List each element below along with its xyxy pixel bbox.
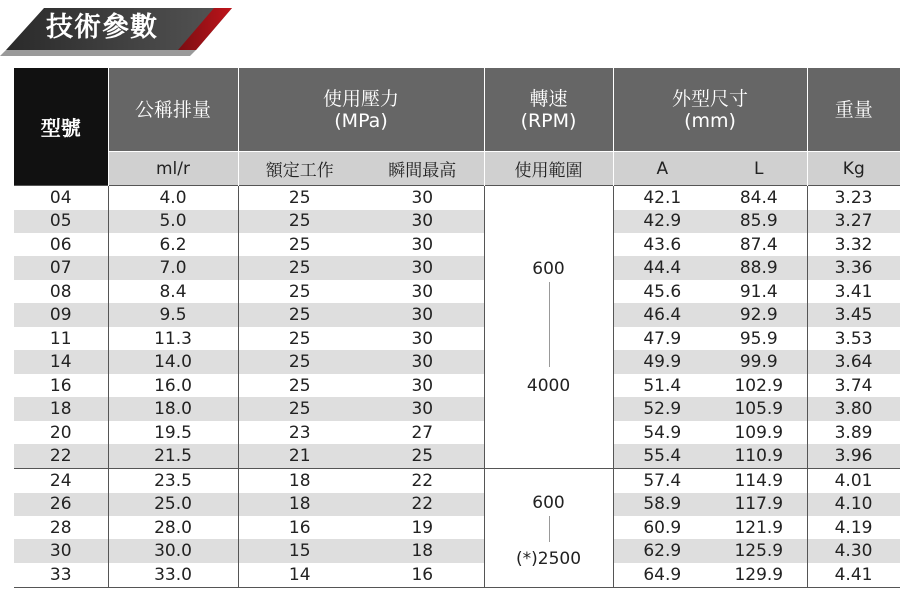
header-model: 型號 (14, 68, 108, 186)
cell-weight: 3.23 (807, 186, 900, 210)
table-row (14, 256, 900, 279)
title-banner (0, 0, 240, 56)
cell-peak: 19 (411, 517, 434, 538)
cell-peak: 30 (411, 281, 434, 302)
cell-rated: 25 (238, 210, 361, 233)
cell-displacement: 30.0 (108, 539, 238, 562)
cell-displacement: 28.0 (108, 516, 238, 539)
table-row (14, 397, 900, 420)
table-row (14, 469, 900, 493)
cell-model: 33 (49, 564, 72, 585)
cell-rated: 16 (238, 516, 361, 539)
cell-peak: 30 (411, 375, 434, 396)
cell-model: 26 (14, 493, 108, 516)
cell-displacement: 16.0 (108, 374, 238, 397)
cell-rated: 25 (238, 186, 361, 210)
cell-rated: 25 (238, 280, 361, 303)
cell-weight: 3.96 (807, 444, 900, 468)
cell-dim-a: 45.6 (613, 280, 711, 303)
spec-table (14, 68, 900, 588)
cell-weight: 3.36 (807, 256, 900, 279)
table-row (14, 303, 900, 326)
cell-peak: 25 (361, 444, 484, 468)
cell-weight: 3.41 (807, 280, 900, 303)
header-pressure (238, 68, 484, 152)
cell-displacement: 23.5 (108, 469, 238, 493)
speed-range-divider (549, 282, 550, 367)
cell-dim-l: 110.9 (711, 444, 807, 468)
cell-rated: 18 (238, 493, 361, 516)
table-row (14, 493, 900, 516)
header-dimensions (613, 68, 807, 152)
cell-model: 28 (49, 517, 72, 538)
table-row (14, 539, 900, 562)
speed-range-cell (484, 469, 613, 588)
header-dimensions-unit: (mm) (684, 109, 736, 132)
cell-peak: 27 (411, 422, 434, 443)
cell-weight: 3.64 (807, 350, 900, 373)
cell-peak: 30 (361, 350, 484, 373)
subheader-displacement: ml/r (108, 152, 238, 186)
cell-displacement: 9.5 (108, 303, 238, 326)
cell-displacement: 33.0 (108, 563, 238, 587)
cell-dim-l: 114.9 (711, 469, 807, 493)
cell-dim-l: 87.4 (739, 234, 778, 255)
cell-rated: 23 (238, 421, 361, 444)
table-body (14, 186, 900, 588)
table-row (14, 327, 900, 350)
cell-displacement: 18.0 (108, 397, 238, 420)
table-row (14, 444, 900, 468)
cell-rated: 25 (238, 303, 361, 326)
cell-model: 22 (14, 444, 108, 468)
speed-max: (*)2500 (516, 548, 582, 569)
cell-weight: 4.10 (807, 493, 900, 516)
cell-peak: 30 (361, 397, 484, 420)
header-pressure-unit: (MPa) (334, 109, 388, 132)
header-pressure-label: 使用壓力 (323, 87, 400, 110)
cell-displacement: 25.0 (108, 493, 238, 516)
cell-model: 14 (14, 350, 108, 373)
cell-rated: 25 (238, 397, 361, 420)
cell-displacement: 19.5 (108, 421, 238, 444)
cell-rated: 15 (238, 539, 361, 562)
subheader-l: L (711, 152, 807, 186)
cell-dim-l: 92.9 (711, 303, 807, 326)
cell-model: 07 (14, 256, 108, 279)
cell-model: 30 (14, 539, 108, 562)
cell-rated: 25 (238, 327, 361, 350)
table-row (14, 374, 900, 397)
subheader-peak: 瞬間最高 (361, 152, 484, 186)
cell-dim-l: 129.9 (734, 564, 784, 585)
cell-rated: 25 (238, 233, 361, 256)
cell-model: 06 (49, 234, 72, 255)
cell-dim-l: 121.9 (734, 517, 784, 538)
cell-displacement: 7.0 (108, 256, 238, 279)
cell-rated: 25 (238, 374, 361, 397)
cell-displacement: 6.2 (108, 233, 238, 256)
speed-min: 600 (532, 258, 565, 279)
speed-range-cell (484, 186, 613, 469)
cell-model: 09 (14, 303, 108, 326)
header-speed-unit: (RPM) (520, 109, 577, 132)
cell-peak: 30 (411, 234, 434, 255)
table-row (14, 233, 900, 256)
cell-dim-l: 91.4 (739, 281, 778, 302)
cell-weight: 3.74 (807, 374, 900, 397)
cell-dim-a: 51.4 (613, 374, 711, 397)
cell-dim-l: 102.9 (734, 375, 784, 396)
cell-peak: 30 (411, 328, 434, 349)
cell-model: 04 (14, 186, 108, 210)
subheader-a: A (613, 152, 711, 186)
cell-weight: 4.41 (807, 563, 900, 587)
cell-dim-a: 64.9 (613, 563, 711, 587)
header-speed-label: 轉速 (529, 87, 568, 110)
cell-rated: 21 (238, 444, 361, 468)
cell-weight: 3.89 (807, 421, 900, 444)
header-weight: 重量 (807, 68, 900, 152)
cell-weight: 3.45 (807, 303, 900, 326)
cell-dim-l: 117.9 (711, 493, 807, 516)
subheader-weight: Kg (807, 152, 900, 186)
table-row (14, 421, 900, 444)
cell-dim-a: 47.9 (613, 327, 711, 350)
cell-dim-a: 58.9 (613, 493, 711, 516)
speed-range-divider (549, 516, 550, 542)
cell-displacement: 11.3 (108, 327, 238, 350)
header-speed (484, 68, 613, 152)
cell-peak: 30 (361, 303, 484, 326)
cell-dim-l: 85.9 (711, 210, 807, 233)
cell-peak: 30 (361, 186, 484, 210)
cell-dim-l: 125.9 (711, 539, 807, 562)
subheader-speed: 使用範圍 (484, 152, 613, 186)
cell-displacement: 14.0 (108, 350, 238, 373)
cell-weight: 3.53 (807, 327, 900, 350)
cell-model: 05 (14, 210, 108, 233)
table-row (14, 350, 900, 373)
cell-peak: 30 (361, 210, 484, 233)
cell-weight: 4.30 (807, 539, 900, 562)
cell-model: 08 (49, 281, 72, 302)
cell-dim-a: 54.9 (613, 421, 711, 444)
cell-dim-l: 99.9 (711, 350, 807, 373)
cell-dim-a: 49.9 (613, 350, 711, 373)
cell-dim-l: 109.9 (734, 422, 784, 443)
cell-weight: 4.01 (807, 469, 900, 493)
cell-dim-a: 44.4 (613, 256, 711, 279)
cell-dim-a: 55.4 (613, 444, 711, 468)
cell-model: 11 (49, 328, 72, 349)
cell-displacement: 4.0 (108, 186, 238, 210)
cell-dim-a: 60.9 (613, 516, 711, 539)
cell-dim-a: 43.6 (613, 233, 711, 256)
cell-dim-l: 88.9 (711, 256, 807, 279)
cell-peak: 18 (361, 539, 484, 562)
cell-model: 18 (14, 397, 108, 420)
header-displacement: 公稱排量 (108, 68, 238, 152)
cell-dim-a: 62.9 (613, 539, 711, 562)
cell-dim-l: 95.9 (739, 328, 778, 349)
table-row (14, 516, 900, 539)
table-row (14, 186, 900, 210)
cell-weight: 3.27 (807, 210, 900, 233)
cell-rated: 18 (238, 469, 361, 493)
cell-peak: 22 (361, 469, 484, 493)
cell-displacement: 21.5 (108, 444, 238, 468)
table-row (14, 280, 900, 303)
cell-dim-a: 42.1 (613, 186, 711, 210)
page-title: 技術參數 (46, 12, 158, 43)
subheader-rated: 額定工作 (238, 152, 361, 186)
speed-max: 4000 (526, 376, 571, 396)
header-dimensions-label: 外型尺寸 (672, 87, 749, 110)
cell-peak: 22 (361, 493, 484, 516)
cell-rated: 25 (238, 350, 361, 373)
cell-dim-a: 42.9 (613, 210, 711, 233)
cell-dim-l: 105.9 (711, 397, 807, 420)
cell-dim-a: 46.4 (613, 303, 711, 326)
cell-displacement: 5.0 (108, 210, 238, 233)
cell-dim-l: 84.4 (711, 186, 807, 210)
cell-dim-a: 57.4 (613, 469, 711, 493)
cell-dim-a: 52.9 (613, 397, 711, 420)
speed-min: 600 (532, 493, 565, 514)
cell-model: 20 (49, 422, 72, 443)
cell-weight: 3.32 (807, 233, 900, 256)
cell-rated: 14 (238, 563, 361, 587)
table-row (14, 563, 900, 587)
cell-weight: 4.19 (807, 516, 900, 539)
cell-model: 24 (14, 469, 108, 493)
cell-displacement: 8.4 (108, 280, 238, 303)
cell-weight: 3.80 (807, 397, 900, 420)
cell-peak: 30 (361, 256, 484, 279)
cell-model: 16 (49, 375, 72, 396)
cell-rated: 25 (238, 256, 361, 279)
cell-peak: 16 (411, 564, 434, 585)
table-row (14, 210, 900, 233)
